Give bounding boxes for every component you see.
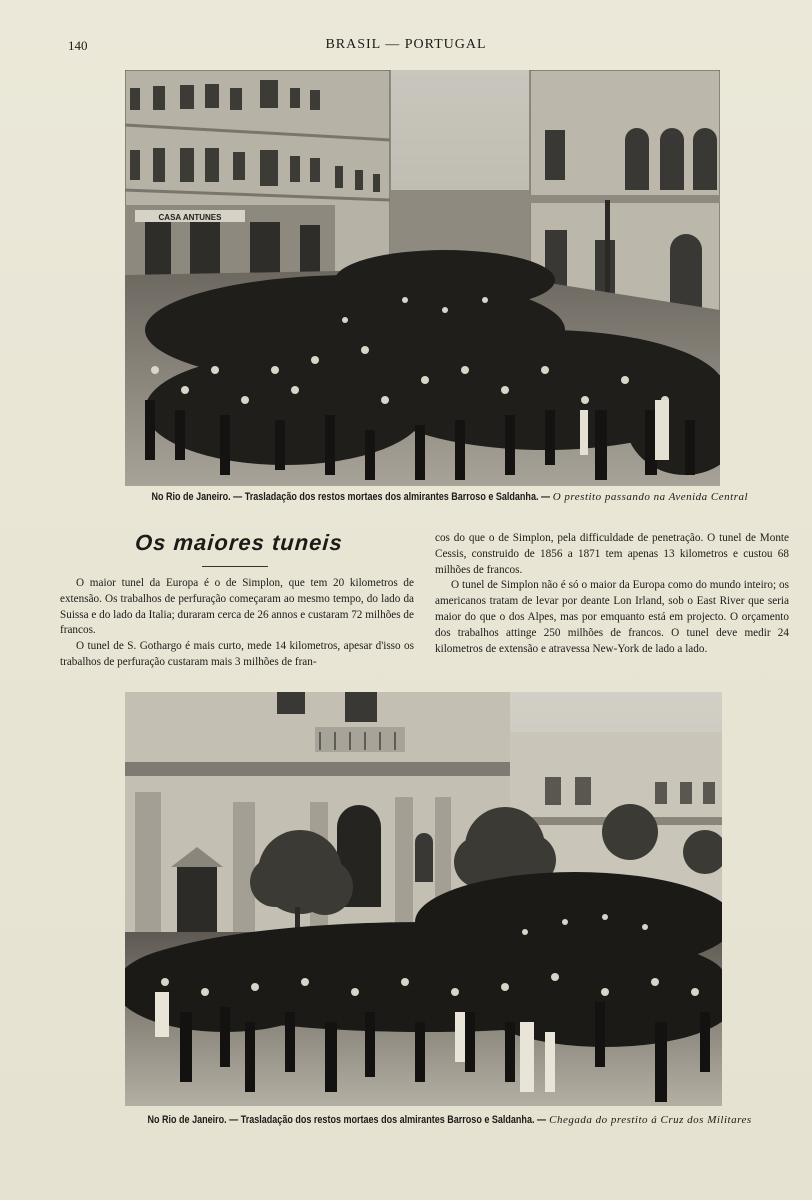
page-number: 140	[68, 38, 88, 53]
caption-bottom-lead: No Rio de Janeiro. — Trasladação dos restos mortaes dos almirantes Barroso e Saldanha. —	[147, 1114, 547, 1126]
article-paragraph-continuation: cos do que o de Simplon, pela difficuldade de penetração. O tunel de Monte Cessis, construido de 1856 a 1871 tem apenas 13 kilometros e custou 68 milhões de francos.	[435, 532, 789, 576]
caption-bottom	[0, 1114, 812, 1126]
article-title: Os maiores tuneis	[134, 530, 344, 555]
photo-top-drawing	[125, 70, 720, 486]
article-column-right	[435, 531, 789, 657]
article-paragraph-2: O tunel de S. Gothargo é mais curto, mede 14 kilometros, apesar d'isso os trabalhos de perfuração custaram mais 3 milhões de fran-	[60, 640, 414, 668]
running-title: BRASIL — PORTUGAL	[325, 37, 487, 52]
photo-bottom-drawing	[125, 692, 722, 1106]
article-column-left	[60, 576, 414, 671]
caption-top	[0, 491, 812, 503]
photo-procession-avenida-central	[125, 70, 720, 486]
article-paragraph-3: O tunel de Simplon não é só o maior da Europa como do mundo inteiro; os americanos tratam de levar por deante Lon Irland, sob o East River que seria maior do que o dos Alpes, mas por emquanto está em projecto. O orçamento dos trabalhos attinge 250 milhões de francos. O tunel deve medir 24 kilometros de extensão e atravessa New-York de lado a lado.	[435, 579, 789, 655]
title-rule	[202, 566, 268, 567]
caption-top-lead: No Rio de Janeiro. — Trasladação dos restos mortaes dos almirantes Barroso e Saldanha. —	[151, 491, 550, 503]
photo-procession-cruz-dos-militares	[125, 692, 722, 1106]
caption-top-italic: O prestito passando na Avenida Central	[552, 491, 749, 503]
caption-bottom-italic: Chegada do prestito á Cruz dos Militares	[549, 1114, 752, 1126]
shop-sign-text: CASA ANTUNES	[158, 213, 222, 222]
article-paragraph-1: O maior tunel da Europa é o de Simplon, que tem 20 kilometros de extensão. Os trabalhos de perfuração começaram ao mesmo tempo, do lado da Suissa e do lado da Italia; duraram cerca de 26 annos e custaram 72 milhões de francos.	[60, 577, 414, 637]
